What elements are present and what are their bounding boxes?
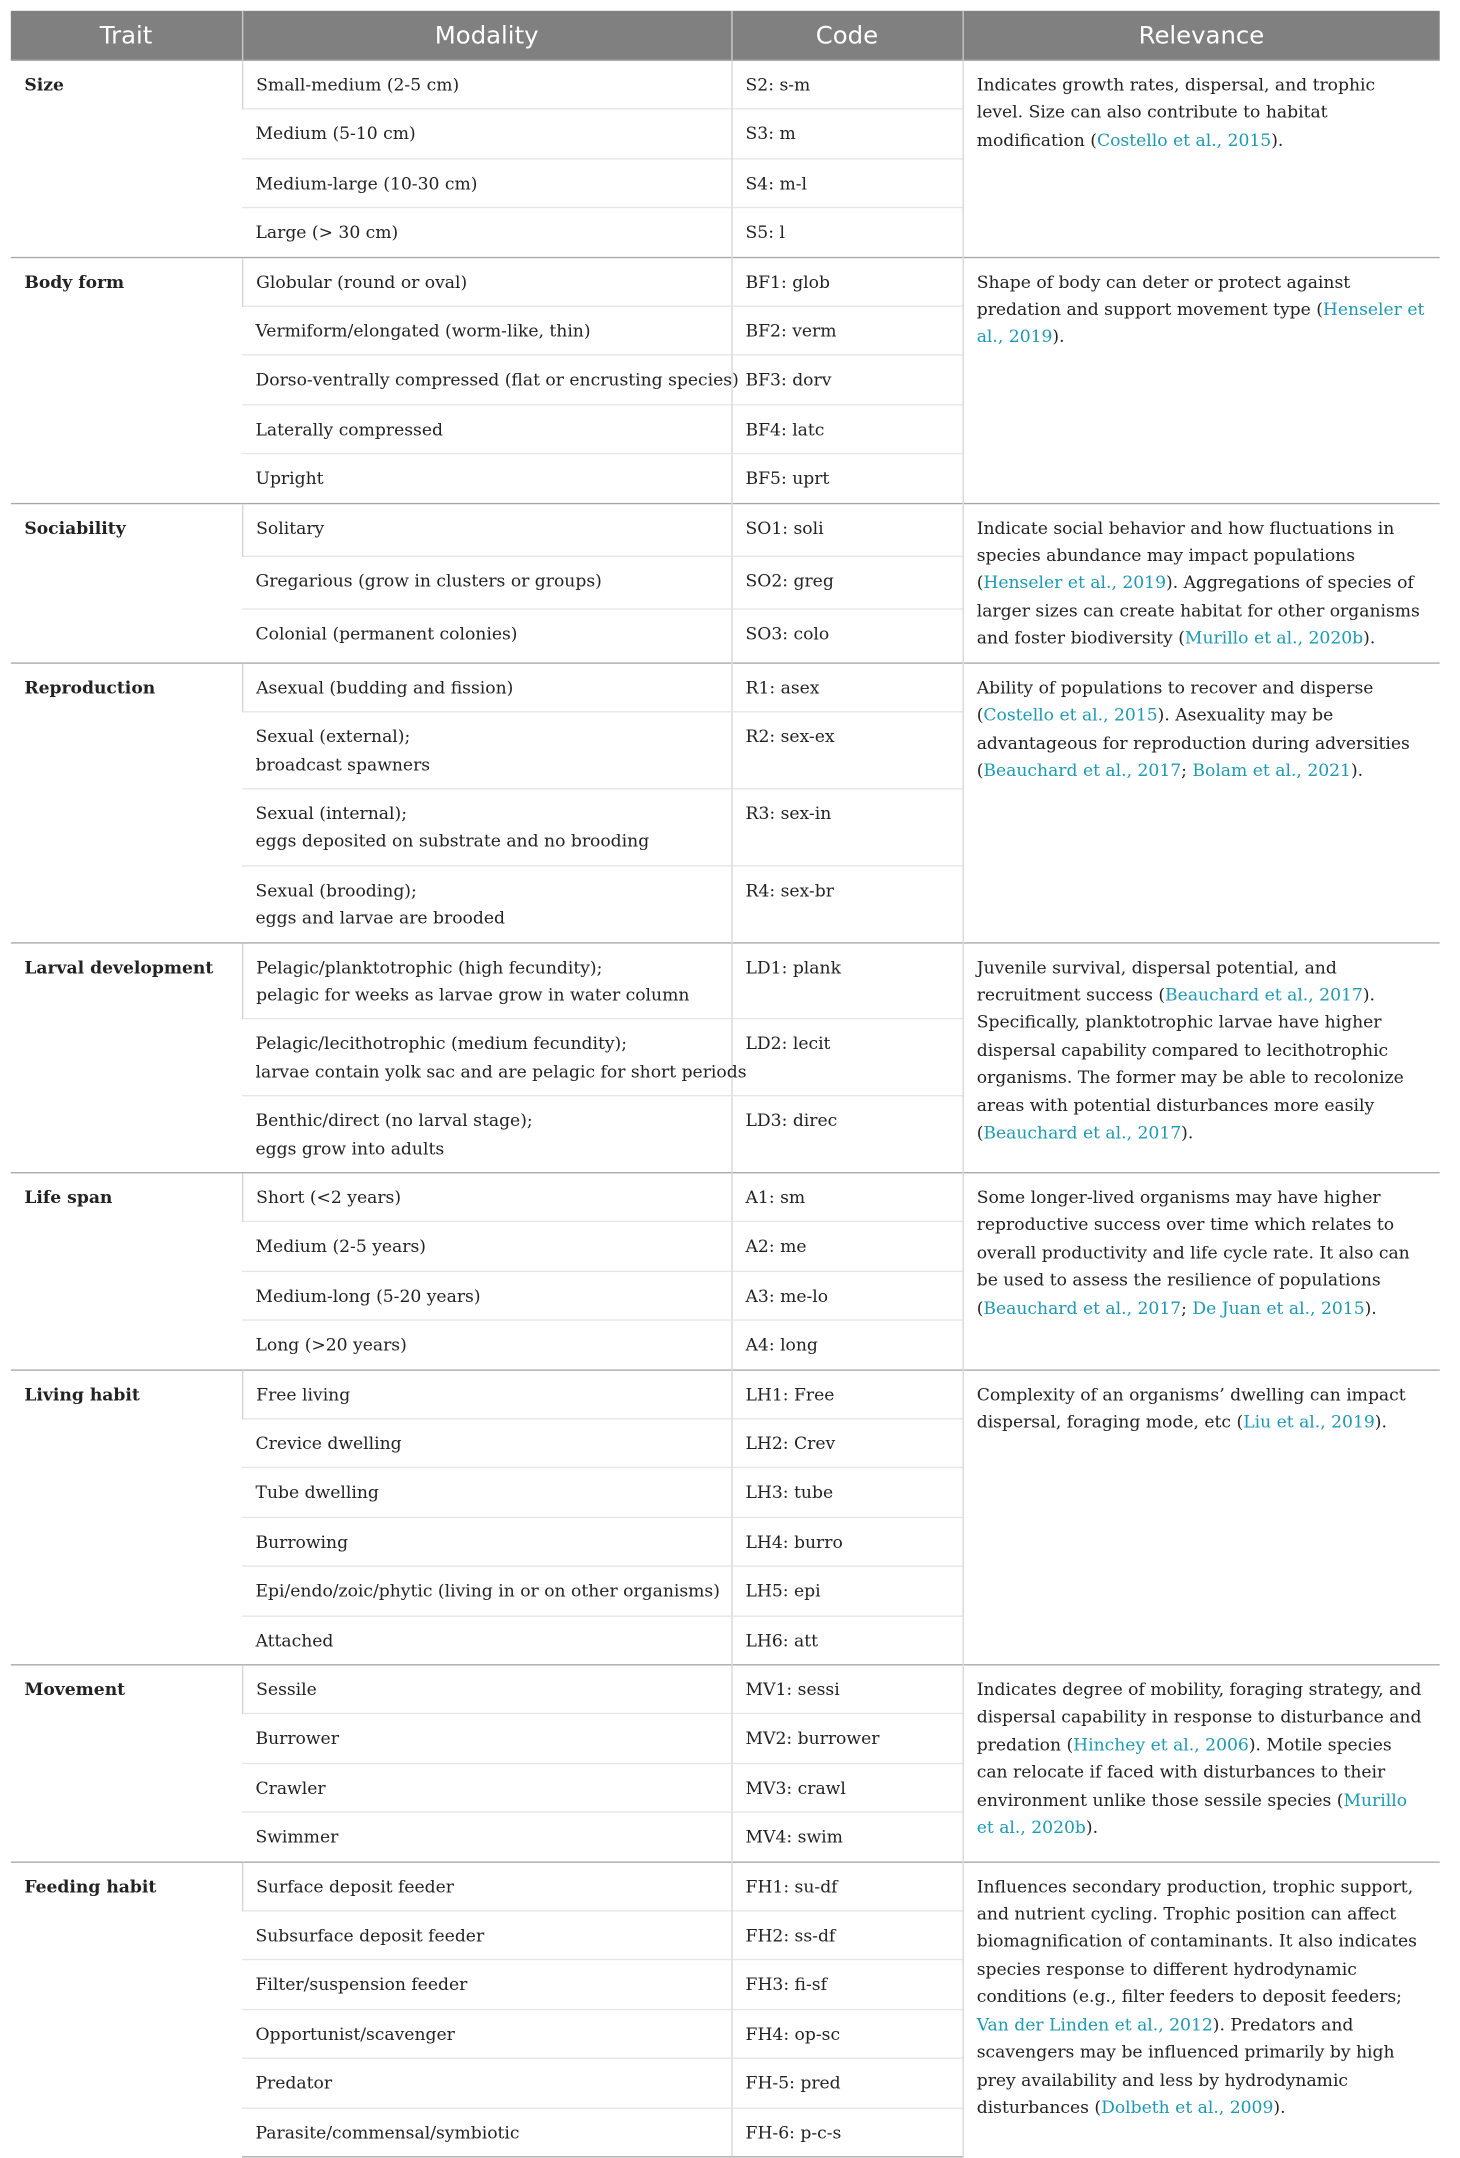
- citation-link[interactable]: De Juan et al., 2015: [1192, 1297, 1365, 1318]
- code-cell: MV2: burrower: [731, 1714, 962, 1763]
- modality-cell: [242, 1222, 731, 1271]
- relevance-text: Influences secondary production, trophic support, and nutrient cycling. Trophic position can affect biomagnification of contaminants. It also indicates species response to different hydrodynamic conditions (e.g., filter feeders to deposit feeders;: [976, 1875, 1417, 2007]
- code-cell: SO1: soli: [731, 503, 962, 556]
- modality-cell: [242, 1911, 731, 1960]
- citation-link[interactable]: Beauchard et al., 2017: [983, 1297, 1182, 1318]
- relevance-text: ;: [1181, 1297, 1193, 1318]
- modality-line: Pelagic/lecithotrophic (medium fecundity);: [255, 1033, 628, 1054]
- table-row: [11, 60, 1440, 109]
- code-cell: A4: long: [731, 1320, 962, 1369]
- modality-line: Filter/suspension feeder: [255, 1974, 468, 1995]
- citation-link[interactable]: Murillo et al., 2020b: [1184, 627, 1364, 648]
- modality-line: larvae contain yolk sac and are pelagic for short periods: [255, 1060, 747, 1082]
- modality-line: Colonial (permanent colonies): [255, 623, 518, 644]
- table-row: [11, 257, 1440, 306]
- modality-line: eggs and larvae are brooded: [255, 907, 505, 928]
- trait-cell: Size: [11, 60, 242, 257]
- relevance-text: ).: [1374, 1411, 1387, 1432]
- header-relevance: Relevance: [963, 11, 1440, 60]
- code-cell: BF1: glob: [731, 257, 962, 306]
- code-cell: LH6: att: [731, 1616, 962, 1665]
- relevance-cell: [963, 503, 1440, 663]
- relevance-text: Ability of populations to recover and disperse (: [976, 676, 1374, 725]
- table-row: [11, 663, 1440, 712]
- modality-line: Swimmer: [255, 1826, 339, 1847]
- modality-line: Large (> 30 cm): [255, 221, 399, 243]
- citation-link[interactable]: Bolam et al., 2021: [1192, 759, 1351, 780]
- modality-cell: [242, 1419, 731, 1468]
- modality-line: broadcast spawners: [255, 753, 431, 774]
- code-cell: LH5: epi: [731, 1566, 962, 1615]
- modality-cell: [242, 1665, 731, 1714]
- relevance-text: ). Aggregations of species of larger sizes can create habitat for other organisms and foster biodiversity (: [976, 572, 1420, 648]
- code-cell: LH3: tube: [731, 1468, 962, 1517]
- relevance-cell: [963, 663, 1440, 943]
- modality-line: Globular (round or oval): [256, 271, 468, 292]
- relevance-text: ). Specifically, planktotrophic larvae have higher dispersal capability compared to lecithotrophic organisms. The former may be able to recolonize areas with potential disturbances more easily (: [976, 984, 1404, 1143]
- modality-line: Medium-large (10-30 cm): [255, 172, 478, 194]
- modality-line: Benthic/direct (no larval stage);: [255, 1110, 533, 1131]
- trait-table: [11, 11, 1440, 2158]
- relevance-text: ).: [1364, 1297, 1377, 1318]
- modality-line: Medium (5-10 cm): [255, 123, 416, 144]
- code-cell: A1: sm: [731, 1173, 962, 1222]
- relevance-text: Complexity of an organisms’ dwelling can impact dispersal, foraging mode, etc (: [976, 1383, 1406, 1432]
- relevance-text: ;: [1181, 759, 1193, 780]
- modality-line: Sessile: [256, 1679, 317, 1700]
- modality-cell: [242, 865, 731, 942]
- modality-cell: [242, 1812, 731, 1861]
- citation-link[interactable]: Van der Linden et al., 2012: [976, 2013, 1213, 2035]
- citation-link[interactable]: Henseler et al., 2019: [983, 572, 1167, 593]
- modality-line: Short (<2 years): [256, 1186, 402, 1208]
- relevance-text: ). Asexuality may be advantageous for reproduction during adversities (: [976, 704, 1410, 780]
- code-cell: FH2: ss-df: [731, 1911, 962, 1960]
- modality-line: Burrower: [255, 1728, 339, 1749]
- code-cell: A2: me: [731, 1222, 962, 1271]
- code-cell: S3: m: [731, 109, 962, 158]
- code-cell: FH-5: pred: [731, 2059, 962, 2108]
- modality-line: Solitary: [256, 517, 325, 538]
- modality-line: Long (>20 years): [255, 1334, 407, 1355]
- code-cell: FH3: fi-sf: [731, 1960, 962, 2009]
- modality-line: Free living: [256, 1383, 351, 1405]
- citation-link[interactable]: Costello et al., 2015: [1096, 129, 1272, 150]
- trait-cell: Feeding habit: [11, 1862, 242, 2157]
- table-row: [11, 1173, 1440, 1222]
- modality-line: eggs grow into adults: [255, 1137, 445, 1158]
- code-cell: R4: sex-br: [731, 865, 962, 942]
- modality-line: Sexual (external);: [255, 726, 411, 747]
- citation-link[interactable]: Dolbeth et al., 2009: [1101, 2096, 1274, 2117]
- relevance-cell: [963, 1665, 1440, 1862]
- modality-cell: [242, 1096, 731, 1173]
- modality-line: Medium-long (5-20 years): [255, 1285, 481, 1306]
- modality-cell: [242, 1019, 747, 1096]
- modality-cell: [242, 60, 731, 109]
- relevance-cell: [963, 1173, 1440, 1370]
- modality-line: pelagic for weeks as larvae grow in water column: [256, 984, 690, 1005]
- header-code: Code: [731, 11, 962, 60]
- trait-cell: Reproduction: [11, 663, 242, 943]
- relevance-text: Indicate social behavior and how fluctuations in species abundance may impact populations (: [976, 517, 1395, 593]
- citation-link[interactable]: Beauchard et al., 2017: [1165, 984, 1363, 1005]
- code-cell: BF3: dorv: [731, 355, 962, 404]
- table-row: [11, 1370, 1440, 1419]
- relevance-text: Indicates degree of mobility, foraging strategy, and dispersal capability in response to disturbance and predation (: [976, 1679, 1422, 1755]
- modality-cell: [242, 306, 731, 355]
- code-cell: SO2: greg: [731, 556, 962, 609]
- code-cell: LH2: Crev: [731, 1419, 962, 1468]
- relevance-cell: [963, 942, 1440, 1172]
- modality-line: Dorso-ventrally compressed (flat or encrusting species): [255, 369, 739, 390]
- modality-line: Pelagic/planktotrophic (high fecundity);: [256, 956, 603, 977]
- modality-cell: [242, 159, 731, 208]
- relevance-cell: [963, 1370, 1440, 1665]
- modality-cell: [242, 208, 731, 257]
- relevance-text: Shape of body can deter or protect against predation and support movement type (: [976, 271, 1351, 320]
- modality-cell: [242, 1862, 731, 1911]
- relevance-text: Indicates growth rates, dispersal, and trophic level. Size can also contribute to habitat modification (: [976, 74, 1376, 150]
- modality-line: Tube dwelling: [255, 1482, 379, 1503]
- modality-line: Laterally compressed: [255, 418, 443, 440]
- modality-cell: [242, 556, 731, 609]
- relevance-text: ).: [1052, 326, 1065, 347]
- code-cell: FH4: op-sc: [731, 2009, 962, 2058]
- code-cell: BF5: uprt: [731, 454, 962, 503]
- modality-line: Parasite/commensal/symbiotic: [255, 2121, 520, 2143]
- relevance-text: ). Predators and scavengers may be influenced primarily by high prey availability and less by hydrodynamic disturbances (: [976, 2013, 1395, 2117]
- code-cell: BF4: latc: [731, 405, 962, 454]
- modality-cell: [242, 1517, 731, 1566]
- code-cell: R3: sex-in: [731, 789, 962, 866]
- table-row: [11, 1862, 1440, 1911]
- modality-cell: [242, 1763, 731, 1812]
- modality-line: Crawler: [255, 1777, 326, 1798]
- trait-cell: Sociability: [11, 503, 242, 663]
- modality-cell: [242, 2009, 731, 2058]
- code-cell: SO3: colo: [731, 609, 962, 662]
- modality-cell: [242, 257, 731, 306]
- relevance-cell: [963, 257, 1440, 503]
- code-cell: LH1: Free: [731, 1370, 962, 1419]
- modality-line: Medium (2-5 years): [255, 1236, 426, 1257]
- trait-cell: Living habit: [11, 1370, 242, 1665]
- table-row: [11, 1665, 1440, 1714]
- modality-cell: [242, 1960, 731, 2009]
- code-cell: FH-6: p-c-s: [731, 2108, 962, 2157]
- relevance-text: ).: [1085, 1816, 1099, 1838]
- citation-link[interactable]: Murillo et al., 2020b: [976, 1789, 1408, 1838]
- relevance-text: ).: [1363, 627, 1376, 648]
- modality-cell: [242, 1320, 731, 1369]
- modality-cell: [242, 1173, 731, 1222]
- modality-cell: [242, 712, 731, 789]
- code-cell: BF2: verm: [731, 306, 962, 355]
- relevance-text: ).: [1273, 2096, 1286, 2117]
- modality-cell: [242, 109, 731, 158]
- modality-line: Burrowing: [255, 1531, 349, 1552]
- header-row: [11, 11, 1440, 60]
- modality-line: Surface deposit feeder: [256, 1875, 455, 1897]
- modality-cell: [242, 2059, 731, 2108]
- modality-cell: [242, 1271, 731, 1320]
- relevance-text: ).: [1181, 1121, 1194, 1143]
- modality-line: Sexual (internal);: [255, 802, 407, 824]
- modality-cell: [242, 789, 731, 866]
- modality-cell: [242, 609, 731, 662]
- modality-line: Epi/endo/zoic/phytic (living in or on other organisms): [255, 1580, 720, 1601]
- trait-cell: Body form: [11, 257, 242, 503]
- citation-link[interactable]: Liu et al., 2019: [1243, 1411, 1375, 1432]
- code-cell: S5: l: [731, 208, 962, 257]
- modality-cell: [242, 1566, 731, 1615]
- modality-line: Opportunist/scavenger: [255, 2023, 455, 2044]
- modality-cell: [242, 1616, 731, 1665]
- modality-cell: [242, 942, 731, 1019]
- modality-line: Attached: [255, 1629, 334, 1651]
- relevance-text: Some longer-lived organisms may have higher reproductive success over time which relates to overall productivity and life cycle rate. It also can be used to assess the resilience of populations (: [976, 1186, 1410, 1318]
- modality-line: Subsurface deposit feeder: [255, 1925, 485, 1946]
- modality-line: Predator: [255, 2072, 333, 2094]
- code-cell: MV4: swim: [731, 1812, 962, 1861]
- modality-cell: [242, 663, 731, 712]
- code-cell: MV1: sessi: [731, 1665, 962, 1714]
- code-cell: S4: m-l: [731, 159, 962, 208]
- relevance-text: ).: [1350, 759, 1364, 780]
- citation-link[interactable]: Beauchard et al., 2017: [983, 1121, 1182, 1143]
- modality-line: Asexual (budding and fission): [256, 676, 514, 698]
- modality-line: Gregarious (grow in clusters or groups): [255, 570, 602, 591]
- citation-link[interactable]: Costello et al., 2015: [983, 704, 1158, 725]
- modality-cell: [242, 503, 731, 556]
- modality-line: eggs deposited on substrate and no brooding: [255, 830, 650, 851]
- citation-link[interactable]: Henseler et al., 2019: [976, 298, 1425, 347]
- modality-line: Vermiform/elongated (worm-like, thin): [255, 320, 591, 341]
- trait-cell: Life span: [11, 1173, 242, 1370]
- code-cell: R1: asex: [731, 663, 962, 712]
- table-body: [11, 60, 1440, 2157]
- citation-link[interactable]: Hinchey et al., 2006: [1073, 1734, 1249, 1755]
- modality-cell: [242, 1468, 731, 1517]
- modality-cell: [242, 1714, 731, 1763]
- relevance-cell: [963, 60, 1440, 257]
- code-cell: LD3: direc: [731, 1096, 962, 1173]
- trait-cell: Movement: [11, 1665, 242, 1862]
- code-cell: LD1: plank: [731, 942, 962, 1019]
- code-cell: LH4: burro: [731, 1517, 962, 1566]
- code-cell: FH1: su-df: [731, 1862, 962, 1911]
- modality-line: Upright: [255, 468, 324, 489]
- code-cell: R2: sex-ex: [731, 712, 962, 789]
- code-cell: MV3: crawl: [731, 1763, 962, 1812]
- relevance-cell: [963, 1862, 1440, 2157]
- modality-line: Small-medium (2-5 cm): [256, 74, 460, 95]
- code-cell: S2: s-m: [731, 60, 962, 109]
- citation-link[interactable]: Beauchard et al., 2017: [983, 759, 1182, 780]
- modality-line: Crevice dwelling: [255, 1432, 402, 1454]
- trait-cell: Larval development: [11, 942, 242, 1172]
- table-row: [11, 503, 1440, 556]
- code-cell: LD2: lecit: [731, 1019, 962, 1096]
- header-modality: Modality: [242, 11, 731, 60]
- code-cell: A3: me-lo: [731, 1271, 962, 1320]
- modality-cell: [242, 1370, 731, 1419]
- relevance-text: Juvenile survival, dispersal potential, and recruitment success (: [976, 956, 1337, 1005]
- modality-cell: [242, 2108, 731, 2157]
- modality-cell: [242, 405, 731, 454]
- modality-line: Sexual (brooding);: [255, 879, 417, 900]
- modality-cell: [242, 355, 739, 404]
- modality-cell: [242, 454, 731, 503]
- header-trait: Trait: [11, 11, 242, 60]
- table-row: [11, 942, 1440, 1019]
- relevance-text: ). Motile species can relocate if faced with disturbances to their environment unlike those sessile species (: [976, 1734, 1392, 1810]
- relevance-text: ).: [1271, 129, 1284, 150]
